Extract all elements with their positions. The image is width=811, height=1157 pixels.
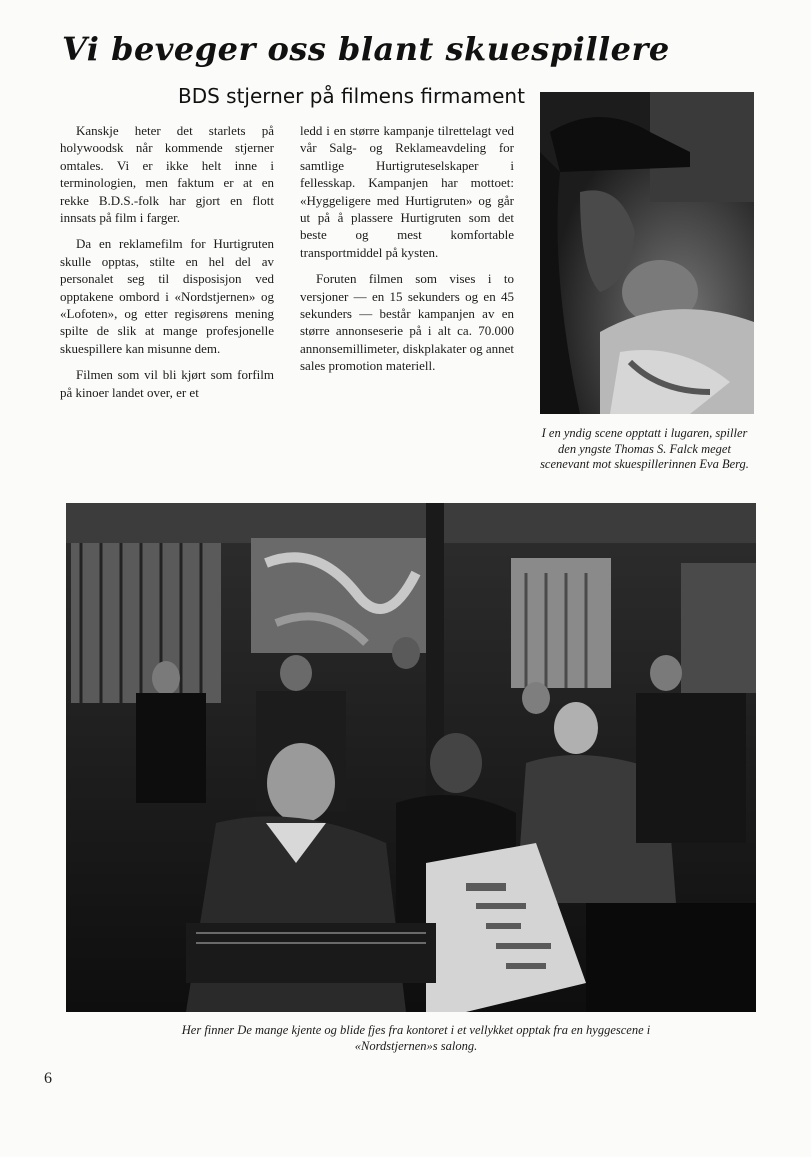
paragraph: Da en reklamefilm for Hurtigruten skulle opptas, stilte en hel del av personalet seg til disposisjon ved opptakene ombord i «Nordstjernen» og «Lofoten», og etter regisørens mening spilte de slik at mange profesjonelle skuespillere kan misunne dem.: [60, 236, 274, 356]
paragraph: Foruten filmen som vises i to versjoner — en 15 sekunders og en 45 sekunders — består kampanjen av en større annonseserie på i alt ca. 70.000 annonsemillimeter, diskplakater og annet sales promotion materiell.: [300, 271, 514, 374]
photo-actress-with-child-image: [540, 92, 754, 414]
paragraph: Kanskje heter det starlets på holywoodsk når kommende stjerner omtales. Vi er ikke helt inne i terminologien, men faktum er at en rekke B.D.S.-folk har gjort en flott innsats på film i farger.: [60, 123, 274, 226]
photo-salon-scene: [66, 503, 756, 1012]
paragraph: Filmen som vil bli kjørt som forfilm på kinoer landet over, er et: [60, 367, 274, 400]
text-column-right: [300, 122, 514, 384]
article-subtitle: BDS stjerner på filmens firmament: [178, 84, 525, 108]
photo-caption-bottom: Her finner De mange kjente og blide fjes fra kontoret i et vellykket opptak fra en hyggescene i «Nordstjernen»s salong.: [181, 1023, 651, 1053]
photo-actress-with-child: [540, 92, 754, 414]
article-title: Vi beveger oss blant skuespillere: [62, 30, 670, 68]
text-column-left: [60, 122, 274, 410]
page-number: 6: [44, 1070, 52, 1087]
photo-salon-scene-image: [66, 503, 756, 1012]
paragraph: ledd i en større kampanje tilrettelagt ved vår Salg- og Reklameavdeling for samtlige Hurtigruteselskaper i fellesskap. Kampanjen har mottoet: «Hyggeligere med Hurtigruten» og går ut på å plassere Hurtigruten som det beste og mest komfortable transportmiddel på kysten.: [300, 123, 514, 260]
photo-caption-top: I en yndig scene opptatt i lugaren, spiller den yngste Thomas S. Falck meget scenevant mot skuespillerinnen Eva Berg.: [540, 426, 749, 471]
